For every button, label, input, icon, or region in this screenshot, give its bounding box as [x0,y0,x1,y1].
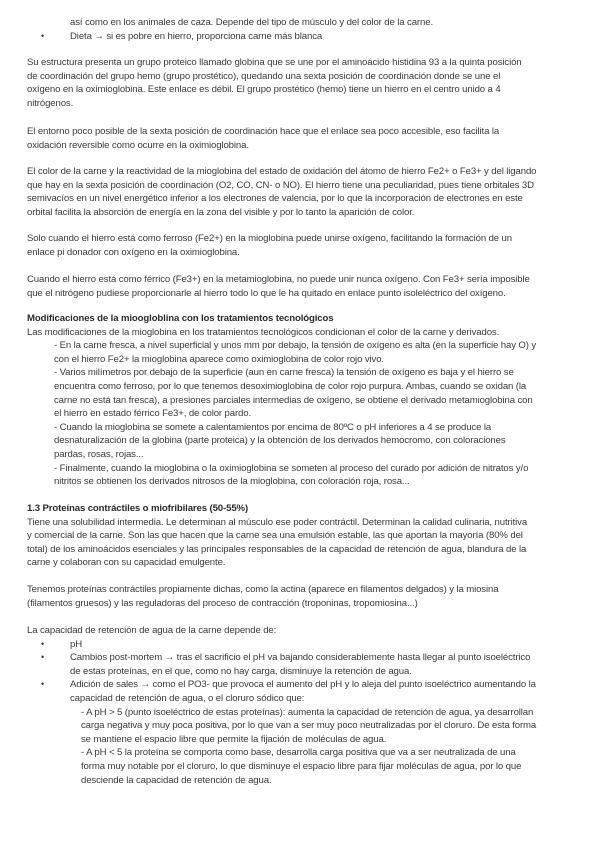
text-line [0,70,601,84]
text-line [0,179,601,193]
text-line [0,273,601,287]
text-line [0,232,601,246]
text-line [0,83,601,97]
line-text: carne y colaboran con su capacidad emulgente. [27,557,226,569]
text-line [0,475,601,489]
line-text: - A pH < 5 la proteína se comporta como base, desarrolla carga positiva que va a ser neutralizada de una [81,747,516,759]
bullet-item [0,678,601,692]
text-line [0,719,601,733]
line-text: Su estructura presenta un grupo proteico llamado globina que se une por el aminoácido histidina 93 a la quinta posición [27,57,522,68]
line-text: nitritos se obtienen los derivados nitrosos de la mioglobina, con coloración roja, rosa... [54,476,410,488]
line-text: se mantiene el espacio libre que permite la fijación de moléculas de agua. [81,733,387,745]
bullet-item [0,651,601,665]
line-text: Dieta → si es pobre en hierro, proporciona carne más blanca [70,30,323,42]
text-line [0,746,601,760]
line-text: - En la carne fresca, a nivel superficial y unos mm por debajo, la tensión de oxígeno es alta (en la superficie hay O) y [54,340,537,352]
text-line [0,353,601,367]
line-text: que el nitrógeno pudiese proporcionarle al hierro todo lo que le ha quitado en enlace punto isoleléctrico del oxígeno. [27,287,506,299]
line-text: de coordinación del grupo hemo (grupo prostético), quedando una sexta posición de coordinación donde se une el [27,70,501,82]
line-text: Modificaciones de la mioogloblina con los tratamientos tecnológicos [27,313,334,324]
line-text: pH [70,638,83,650]
line-text: de estas proteínas, en el que, como no hay carga, disminuye la retención de agua. [70,665,412,677]
color-paragraph [0,165,601,219]
contractile-section [0,502,601,570]
text-line [0,529,601,543]
line-text: El color de la carne y la reactividad de la mioglobina del estado de oxidación del átomo de hierro Fe2+ o Fe3+ y del ligando [27,166,537,177]
line-text: carga negativa y muy poca positiva, por lo que van a ser muy poco neutralizadas por el cloruro. De esta forma [81,720,537,732]
line-text: Adición de sales → como el PO3- que provoca el aumento del pH y lo aleja del punto isoeléctrico aumentando la [70,679,536,691]
line-text: que hay en la sexta posición de coordinación (O2, CO, CN- o NO). El hierro tiene una peculiaridad, pues tiene orbitales 3D [27,179,534,191]
line-text: total) de los aminoácidos esenciales y las principales responsables de la capacidad de retención de agua, blandura de la [27,543,527,555]
section-heading [0,502,601,516]
line-text: Tiene una solubilidad intermedia. Le determinan al músculo ese poder contráctil. Determinan la calidad culinaria, nutritiva [27,516,528,528]
text-line [0,448,601,462]
text-line [0,139,601,153]
line-text: y comercial de la carne. Son las que hacen que la carne sea una emulsión estable, las que aportan la mayoría (80% del [27,530,523,542]
text-line [0,16,601,30]
bullet-item [0,30,601,44]
text-line [0,434,601,448]
text-line [0,733,601,747]
line-text: semivacíos en un nivel energético inferior a los electrones de valencia, por lo que la incorporación de electrones en este [27,193,523,205]
line-text: El entorno poco posible de la sexta posición de coordinación hace que el enlace sea poco accesible, eso facilita la [27,126,500,137]
bullet-icon: • [41,30,45,41]
line-text: Solo cuando el hierro está como ferroso (Fe2+) en la mioglobina puede unirse oxígeno, facilitando la formación de un [27,233,512,244]
line-text: oxidación reversible como ocurre en la oximioglobina. [27,139,249,151]
text-line [0,624,601,638]
text-line [0,583,601,597]
line-text: carne no está tan fresca), a presiones parciales intermedias de oxígeno, se obtiene el derivado metamioglobina con [54,394,533,406]
line-text: Cambios post-mortem → tras el sacrificio el pH va bajando considerablemente hasta llegar al punto isoeléctrico [70,652,531,664]
text-line [0,516,601,530]
text-line [0,246,601,260]
text-line [0,97,601,111]
line-text: Las modificaciones de la mioglobina en los tratamientos tecnológicos condicionan el color de la carne y derivados. [27,326,500,338]
ferrous-paragraph [0,232,601,259]
text-line [0,206,601,220]
text-line [0,192,601,206]
text-line [0,706,601,720]
structure-paragraph [0,56,601,110]
text-line [0,366,601,380]
line-text: orbital facilita la absorción de energía en la zona del visible y por lo tanto la aparición de color. [27,206,415,218]
line-text: encuentra como ferroso, por lo que tenemos desoximioglobina de color rojo purpura. Ambas, cuando se oxidan (la [54,380,527,392]
bullet-icon: • [41,652,45,663]
line-text: 1.3 Proteínas contráctiles o miofribilares (50-55%) [27,503,249,514]
line-text: desnaturalización de la globina (parte proteica) y la obtención de los derivados hemocromo, con coloraciones [54,435,506,447]
text-line [0,394,601,408]
line-text: - A pH > 5 (punto isoeléctrico de estas proteínas): aumenta la capacidad de retención de agua, ya desarrollan [81,706,534,718]
line-text: - Finalmente, cuando la mioglobina o la oximioglobina se someten al proceso del curado por adición de nitratos y/o [54,462,529,474]
text-line [0,380,601,394]
proteins-paragraph [0,583,601,610]
line-text: nitrógenos. [27,97,74,109]
text-line [0,665,601,679]
text-line [0,760,601,774]
text-line [0,462,601,476]
line-text: La capacidad de retención de agua de la carne depende de: [27,625,277,636]
line-text: capacidad de retención de agua, o el cloruro sódico que: [70,692,305,704]
line-text: Cuando el hierro está como férrico (Fe3+) en la metamioglobina, no puede unir nunca oxígeno. Con Fe3+ sería imposible [27,274,530,285]
text-line [0,543,601,557]
line-text: - Varios milímetros por debajo de la superficie (aun en carne fresca) la tensión de oxígeno es baja y el hierro se [54,367,514,379]
text-line [0,774,601,788]
line-text: (filamentos gruesos) y las reguladoras del proceso de contracción (troponinas, tropomiosina...) [27,597,418,609]
text-line [0,692,601,706]
text-line [0,597,601,611]
line-text: - Cuando la mioglobina se somete a calentamientos por encima de 80ºC o pH inferiores a 4 se produce la [54,421,492,433]
line-text: desciende la capacidad de retención de agua. [81,774,272,786]
line-text: con el hierro Fe2+ la mioglobina aparece como oximioglobina de color rojo vivo. [54,353,384,365]
line-text: forma muy notable por el cloruro, lo que disminuye el espacio libre para fijar moléculas de agua, por lo que [81,760,522,772]
bullet-item [0,638,601,652]
line-text: enlace pi donador con oxígeno en la oximioglobina. [27,246,240,258]
line-text: Tenemos proteínas contráctiles propiamente dichas, como la actina (aparece en filamentos delgados) y la miosina [27,584,499,595]
modifications-section [0,312,601,489]
line-text: así como en los animales de caza. Depende del tipo de músculo y del color de la carne. [70,17,433,28]
line-text: pardas, rosas, rojas... [54,448,144,460]
text-line [0,165,601,179]
bullet-icon: • [41,638,45,649]
line-text: el hierro en estado férrico Fe3+, de color pardo. [54,408,252,420]
water-retention-section [0,624,601,787]
bullet-icon: • [41,679,45,690]
text-line [0,421,601,435]
text-line [0,125,601,139]
text-line [0,56,601,70]
line-text: oxígeno en la oximioglobina. Este enlace es débil. El grupo prostético (hemo) tiene un hierro en el centro unido a 4 [27,84,501,96]
ferric-paragraph [0,273,601,300]
diet-bullets [0,16,601,43]
text-line [0,287,601,301]
section-heading [0,312,601,326]
text-line [0,326,601,340]
text-line [0,407,601,421]
text-line [0,339,601,353]
text-line [0,556,601,570]
environment-paragraph [0,125,601,152]
